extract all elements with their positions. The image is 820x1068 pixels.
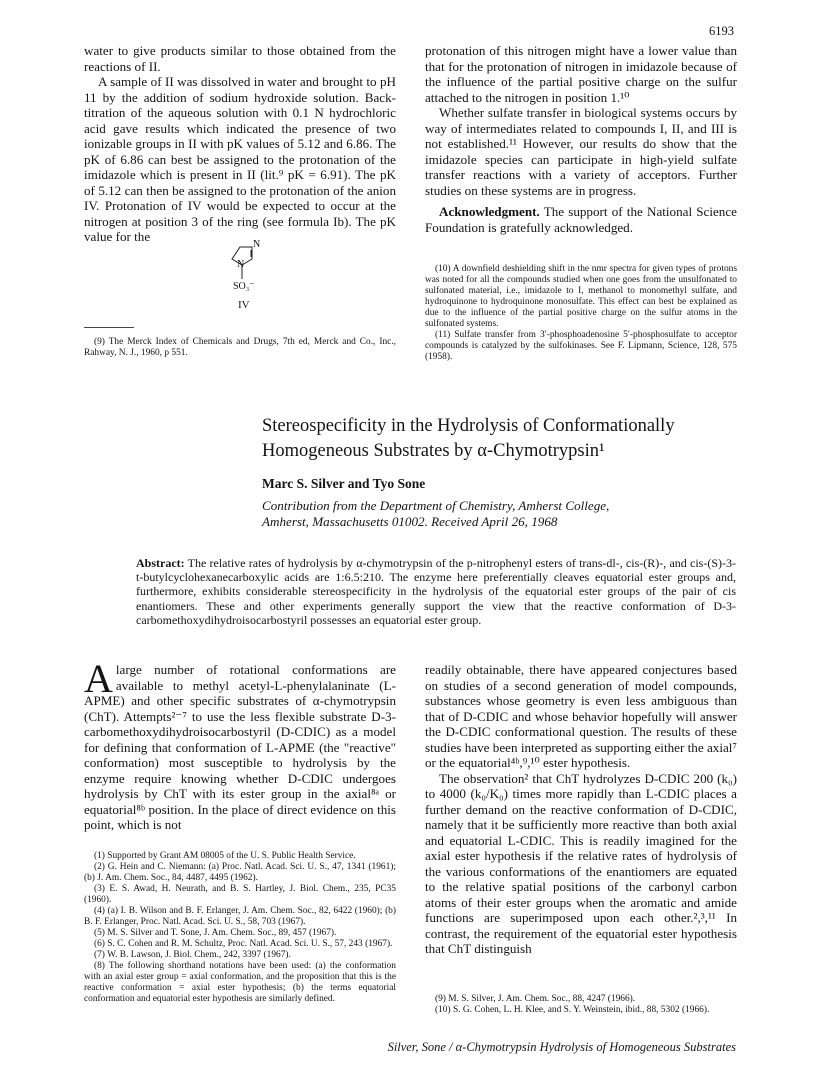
top-right-column	[425, 43, 737, 235]
affiliation-line-1: Contribution from the Department of Chemistry, Amherst College,	[262, 498, 610, 513]
body-left-column	[84, 656, 396, 833]
footnote: (10) S. G. Cohen, L. H. Klee, and S. Y. Weinstein, ibid., 88, 5302 (1966).	[435, 1005, 710, 1015]
acknowledgment-heading: Acknowledgment.	[439, 204, 540, 219]
footnote: (10) A downfield deshielding shift in the nmr spectra for given types of protons was noted for all the compounds studied when one goes from the unsulfonated to sulfonated material, i.e., imidazole to I, methanol to monomethyl sulfate, and hydroquinone to hydroquinone monosulfate. This effect can best be explained as due to the influence of the partial positive charge on the sulfur atoms in the sulfonated systems.	[425, 264, 737, 329]
paragraph: A sample of II was dissolved in water and brought to pH 11 by the addition of sodium hydroxide solution. Back-titration of the aqueous solution with 0.1 N hydrochloric acid gave results which indicated the presence of two ionizable groups in II with pK values of 5.12 and 6.86. The pK of 6.86 can best be assigned to the protonation of the imidazole which is present in II (lit.⁹ pK = 6.91). The pK of 5.12 can then be assigned to the protonation of the anion IV. Protonation of IV would be expected to occur at the nitrogen at position 3 of the ring (see formula Ib). The pK value for the	[84, 74, 396, 244]
top-left-column	[84, 43, 396, 245]
top-left-footnotes	[84, 337, 396, 359]
chemical-structure-iv	[218, 241, 278, 321]
footnote: (2) G. Hein and C. Niemann: (a) Proc. Natl. Acad. Sci. U. S., 47, 1341 (1961); (b) J. Am. Chem. Soc., 84, 4487, 4495 (1962).	[84, 862, 396, 883]
drop-cap: A	[84, 656, 113, 701]
body-right-column	[425, 662, 737, 957]
paragraph: Whether sulfate transfer in biological systems occurs by way of intermediates related to compounds I, II, and III is not established.¹¹ However, our results do show that the imidazole species can participate in high-yield sulfate transfer reactions with a variety of acceptors. Further studies on these systems are in progress.	[425, 105, 737, 198]
footnote: (9) The Merck Index of Chemicals and Drugs, 7th ed, Merck and Co., Inc., Rahway, N. J., 1960, p 551.	[84, 337, 396, 358]
page-number: 6193	[709, 24, 734, 38]
affiliation-line-2: Amherst, Massachusetts 01002. Received April 26, 1968	[262, 514, 558, 529]
footnote: (5) M. S. Silver and T. Sone, J. Am. Chem. Soc., 89, 457 (1967).	[94, 928, 337, 938]
paragraph: readily obtainable, there have appeared conjectures based on studies of a second generation of model compounds, substances whose geometry is even less ambiguous than that of D-CDIC and whose behavior hopefully will answer the D-CDIC conformational question. The results of these studies have been interpreted as supporting either the axial⁷ or the equatorial⁴ᵇ,⁹,¹⁰ ester hypothesis.	[425, 662, 737, 770]
footnote: (11) Sulfate transfer from 3′-phosphoadenosine 5′-phosphosulfate to acceptor compounds is catalyzed by the sulfokinases. See F. Lipmann, Science, 128, 575 (1958).	[425, 330, 737, 362]
authors: Marc S. Silver and Tyo Sone	[262, 476, 426, 491]
footnote: (9) M. S. Silver, J. Am. Chem. Soc., 88, 4247 (1966).	[435, 994, 636, 1004]
body-right-footnotes	[425, 994, 737, 1016]
footnote: (8) The following shorthand notations have been used: (a) the conformation with an axial ester group = axial conformation, and the proposition that this is the reactive conformation = axial ester hypothesis; (b) the terms equatorial conformation and equatorial ester hypothesis are similarly defined.	[84, 961, 396, 1004]
footnote: (4) (a) I. B. Wilson and B. F. Erlanger, J. Am. Chem. Soc., 82, 6422 (1960); (b) B. F. Erlanger, Proc. Natl. Acad. Sci. U. S., 58, 703 (1967).	[84, 906, 396, 927]
top-right-footnotes	[425, 264, 737, 363]
acknowledgment	[425, 204, 737, 235]
paragraph: The observation² that ChT hydrolyzes D-CDIC 200 (k₀) to 4000 (k₀/K₀) times more rapidly than L-CDIC places a further demand on the reactive conformation of D-CDIC, namely that it be sufficiently more reactive than both axial and equatorial L-CDIC. This is readily imagined for the axial ester hypothesis if the relative rates of hydrolysis of the various conformations of the enantiomers are equated to the relative spatial positions of the carbonyl carbon atoms of their ester groups when the aromatic and amide functions are superimposed upon each other.²,³,¹¹ In contrast, the requirement of the equatorial ester hypothesis that ChT distinguish	[425, 770, 737, 956]
footnote: (6) S. C. Cohen and R. M. Schultz, Proc. Natl. Acad. Sci. U. S., 57, 243 (1967).	[94, 939, 393, 949]
acknowledgment-text: The support of the National Science Foundation is gratefully acknowledged.	[425, 204, 737, 235]
article-title-line-1: Stereospecificity in the Hydrolysis of Conformationally	[262, 416, 675, 436]
formula-so3: SO₃⁻	[233, 281, 255, 292]
paragraph-text: large number of rotational conformations are available to methyl acetyl-L-phenylalaninate (L-APME) and other specific substrates of α-chymotrypsin (ChT). Attempts²⁻⁷ to use the less flexible substrate D-3-carbomethoxydihydroisocarbostyril (D-CDIC) as a model for defining that conformation of L-APME (the "reactive" conformation) most susceptible to hydrolysis by the enzyme require knowing whether D-CDIC undergoes hydrolysis by ChT with its ester group in the axial⁸ᵃ or equatorial⁸ᵇ position. In the place of direct evidence on this point, which is not	[84, 662, 396, 832]
footnote: (1) Supported by Grant AM 08005 of the U. S. Public Health Service.	[94, 851, 356, 861]
abstract	[136, 556, 736, 627]
footnote: (7) W. B. Lawson, J. Biol. Chem., 242, 3397 (1967).	[94, 950, 291, 960]
article-title-line-2: Homogeneous Substrates by α-Chymotrypsin¹	[262, 441, 605, 461]
article-header	[262, 414, 742, 530]
paragraph: water to give products similar to those obtained from the reactions of II.	[84, 43, 396, 74]
formula-label: IV	[238, 299, 250, 311]
paragraph: protonation of this nitrogen might have a lower value than that for the protonation of nitrogen in imidazole because of the influence of the partial positive charge on the sulfur attached to the nitrogen in position 1.¹⁰	[425, 43, 737, 105]
footnote: (3) E. S. Awad, H. Neurath, and B. S. Hartley, J. Biol. Chem., 235, PC35 (1960).	[84, 884, 396, 905]
paragraph	[84, 656, 396, 833]
body-left-footnotes	[84, 851, 396, 1005]
abstract-label: Abstract:	[136, 556, 185, 570]
formula-n-bottom: N	[237, 259, 245, 270]
footnote-rule	[84, 327, 134, 328]
formula-n-top: N	[253, 239, 261, 250]
abstract-text: The relative rates of hydrolysis by α-chymotrypsin of the p-nitrophenyl esters of trans-dl-, cis-(R)-, and cis-(S)-3-t-butylcyclohexanecarboxylic acids are 1:6.5:210. The enzyme here preferentially cleaves equatorial ester groups and, furthermore, exhibits considerable stereospecificity in the hydrolysis of the equatorial ester groups of the pair of cis enantiomers. These and other experiments generally support the view that the reactive conformation of D-3-carbomethoxydihydroisocarbostyril possesses an equatorial ester group.	[136, 556, 736, 627]
running-footer: Silver, Sone / α-Chymotrypsin Hydrolysis of Homogeneous Substrates	[387, 1040, 736, 1054]
